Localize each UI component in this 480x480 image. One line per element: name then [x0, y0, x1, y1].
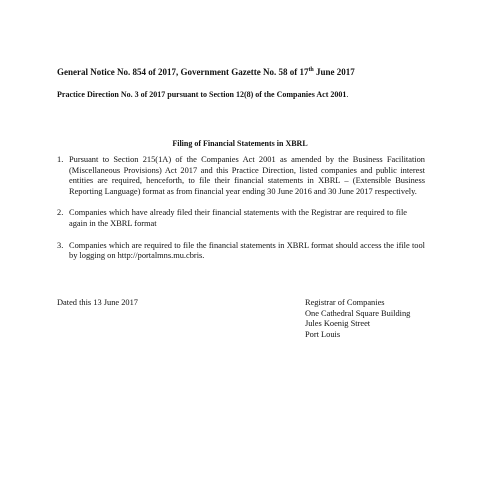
registrar-address — [305, 298, 410, 340]
list-item-number: 2. — [57, 208, 64, 218]
registrar-line: One Cathedral Square Building — [305, 308, 411, 318]
registrar-line: Registrar of Companies — [305, 298, 385, 307]
dated-line: Dated this 13 June 2017 — [57, 298, 138, 307]
notice-title — [57, 67, 437, 78]
notice-title-superscript: th — [308, 67, 314, 73]
practice-direction — [57, 90, 437, 100]
list-item-text: Companies which have already filed their financial statements with the Registrar are required to file again in the XBRL format — [69, 208, 407, 228]
registrar-line: Jules Koenig Street — [305, 319, 371, 329]
notice-title-date: June 2017 — [313, 67, 355, 77]
registrar-line: Port Louis — [305, 329, 341, 339]
numbered-list — [57, 155, 425, 262]
list-item-number: 3. — [57, 240, 64, 250]
list-item — [57, 155, 425, 197]
list-item-text: Companies which are required to file the financial statements in XBRL format should access the ifile tool by logging on http://portalmns.mu.cbris. — [69, 240, 425, 261]
notice-title-text: General Notice No. 854 of 2017, Government Gazette No. 58 of 17 — [57, 67, 309, 77]
practice-direction-text: Practice Direction No. 3 of 2017 pursuant to Section 12(8) of the Companies Act 2001 — [57, 90, 347, 99]
list-item — [57, 241, 425, 262]
list-item-number: 1. — [57, 155, 64, 164]
section-heading: Filing of Financial Statements in XBRL — [172, 139, 308, 148]
practice-direction-period: . — [346, 90, 349, 99]
list-item-text: Pursuant to Section 215(1A) of the Companies Act 2001 as amended by the Business Facilitation (Miscellaneous Provisions) Act 2017 and this Practice Direction, listed companies and public interest entities are required, henceforth, to file their financial statements in XBRL – (Extensible Business Reporting Language) format as from financial year ending 30 June 2016 and 30 June 2017 respectively. — [69, 155, 425, 196]
list-item — [57, 208, 425, 229]
